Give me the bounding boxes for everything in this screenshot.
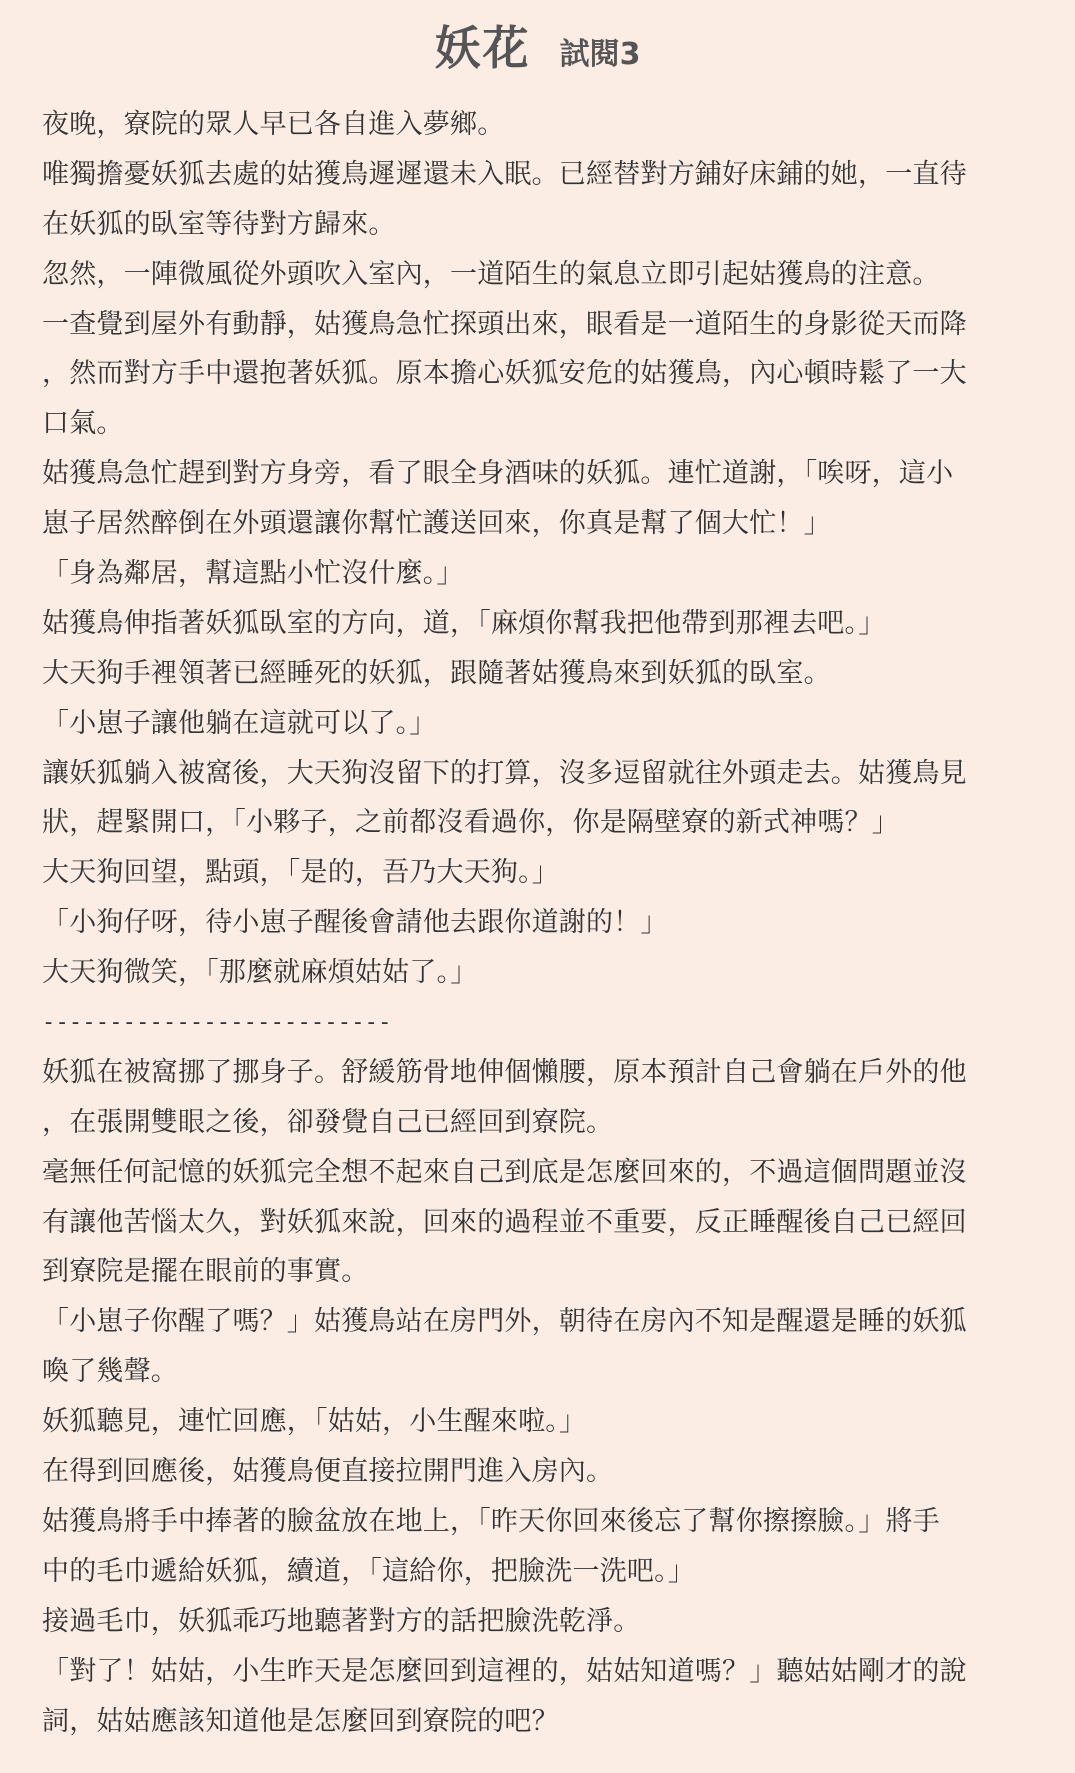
text-line: 妖狐聽見，連忙回應，「姑姑，小生醒來啦。」 [42,1406,587,1438]
text-line: 夜晚，寮院的眾人早已各自進入夢鄉。 [42,109,505,140]
text-line: 讓妖狐躺入被窩後，大天狗沒留下的打算，沒多逗留就往外頭走去。姑獲鳥見 [42,757,967,789]
section-divider: -------------------------- [42,1010,392,1036]
text-line: 喚了幾聲。 [42,1356,178,1388]
text-line: 接過毛巾，妖狐乖巧地聽著對方的話把臉洗乾淨。 [42,1605,641,1637]
text-line: 「小崽子讓他躺在這就可以了。」 [42,707,437,739]
text-line: 大天狗手裡領著已經睡死的妖狐，跟隨著姑獲鳥來到妖狐的臥室。 [42,657,831,689]
text-line: 姑獲鳥急忙趕到對方身旁，看了眼全身酒味的妖狐。連忙道謝，「唉呀，這小 [42,458,954,490]
text-line: 有讓他苦惱太久，對妖狐來說，回來的過程並不重要，反正睡醒後自己已經回 [42,1206,967,1238]
text-line: 忽然，一陣微風從外頭吹入室內，一道陌生的氣息立即引起姑獲鳥的注意。 [42,258,940,290]
text-line: 「小崽子你醒了嗎？」姑獲鳥站在房門外，朝待在房內不知是醒還是睡的妖狐 [42,1306,967,1338]
page-subtitle: 試閱3 [559,37,641,72]
story-body [42,100,1032,1746]
title-row [0,12,1075,78]
text-line: 到寮院是擺在眼前的事實。 [42,1256,369,1288]
page-title: 妖花 [434,21,531,75]
text-line: 一查覺到屋外有動靜，姑獲鳥急忙探頭出來，眼看是一道陌生的身影從天而降 [42,308,967,340]
text-line: 在妖狐的臥室等待對方歸來。 [42,208,396,240]
text-line: ，然而對方手中還抱著妖狐。原本擔心妖狐安危的姑獲鳥，內心頓時鬆了一大 [42,358,967,390]
text-line: 中的毛巾遞給妖狐，續道，「這給你，把臉洗一洗吧。」 [42,1555,695,1587]
text-line: 崽子居然醉倒在外頭還讓你幫忙護送回來，你真是幫了個大忙！」 [42,508,831,540]
text-line: 大天狗微笑，「那麼就麻煩姑姑了。」 [42,957,478,989]
text-line: 大天狗回望，點頭，「是的，吾乃大天狗。」 [42,857,559,889]
text-line: 在得到回應後，姑獲鳥便直接拉開門進入房內。 [42,1456,614,1488]
text-line: 詞，姑姑應該知道他是怎麼回到寮院的吧？ [42,1705,559,1737]
text-line: 「身為鄰居，幫這點小忙沒什麼。」 [42,558,464,590]
text-line: 姑獲鳥將手中捧著的臉盆放在地上，「昨天你回來後忘了幫你擦擦臉。」將手 [42,1505,940,1537]
text-line: 「小狗仔呀，待小崽子醒後會請他去跟你道謝的！」 [42,907,668,939]
text-line: 「對了！姑姑，小生昨天是怎麼回到這裡的，姑姑知道嗎？」聽姑姑剛才的說 [42,1655,967,1687]
text-line: 姑獲鳥伸指著妖狐臥室的方向，道，「麻煩你幫我把他帶到那裡去吧。」 [42,607,886,639]
text-line: 狀，趕緊開口，「小夥子，之前都沒看過你，你是隔壁寮的新式神嗎？」 [42,807,899,839]
text-line: ，在張開雙眼之後，卻發覺自己已經回到寮院。 [42,1106,614,1138]
text-line: 口氣。 [42,408,124,440]
text-line: 毫無任何記憶的妖狐完全想不起來自己到底是怎麼回來的，不過這個問題並沒 [42,1156,967,1188]
text-line: 妖狐在被窩挪了挪身子。舒緩筋骨地伸個懶腰，原本預計自己會躺在戶外的他 [42,1056,967,1088]
text-line: 唯獨擔憂妖狐去處的姑獲鳥遲遲還未入眠。已經替對方鋪好床鋪的她，一直待 [42,158,967,190]
